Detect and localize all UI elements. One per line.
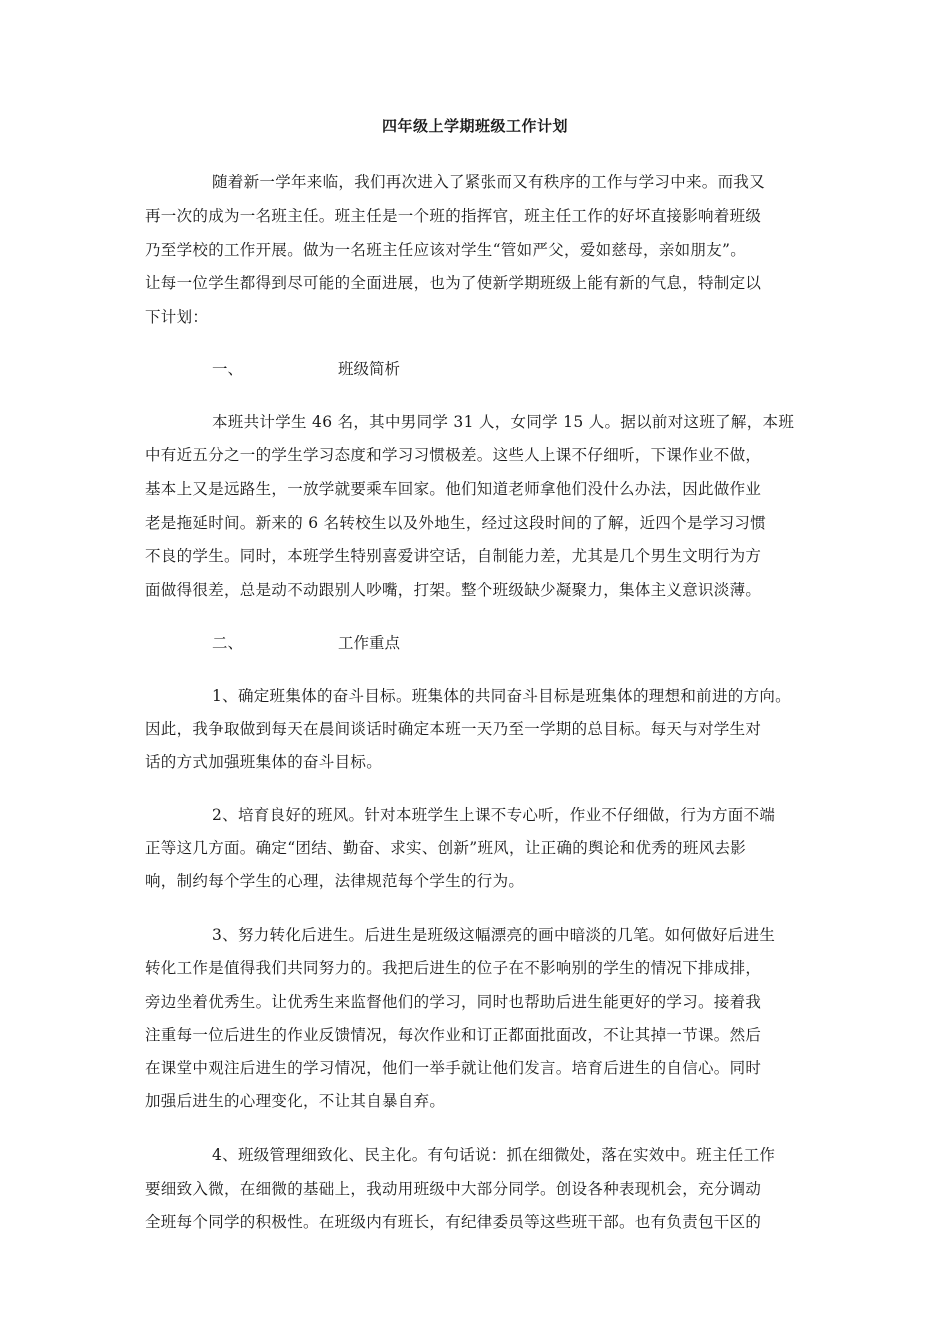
analysis-line: 基本上又是远路生，一放学就要乘车回家。他们知道老师拿他们没什么办法，因此做作业 [145,480,762,498]
point-1-line: 1、确定班集体的奋斗目标。班集体的共同奋斗目标是班集体的理想和前进的方向。 [212,687,791,705]
analysis-line: 中有近五分之一的学生学习态度和学习习惯极差。这些人上课不仔细听，下课作业不做， [145,446,762,464]
analysis-line: 面做得很差，总是动不动跟别人吵嘴，打架。整个班级缺少凝聚力，集体主义意识淡薄。 [145,581,762,599]
analysis-line: 本班共计学生 46 名，其中男同学 31 人，女同学 15 人。据以前对这班了解，本班 [212,413,795,431]
intro-line: 让每一位学生都得到尽可能的全面进展，也为了使新学期班级上能有新的气息，特制定以 [145,274,762,292]
intro-line: 乃至学校的工作开展。做为一名班主任应该对学生“管如严父，爱如慈母，亲如朋友”。 [145,241,747,259]
point-3-line: 转化工作是值得我们共同努力的。我把后进生的位子在不影响别的学生的情况下排成排， [145,959,762,977]
point-3-line: 3、努力转化后进生。后进生是班级这幅漂亮的画中暗淡的几笔。如何做好后进生 [212,926,776,944]
point-3-line: 注重每一位后进生的作业反馈情况，每次作业和订正都面批面改，不让其掉一节课。然后 [145,1026,762,1044]
point-3-line: 加强后进生的心理变化，不让其自暴自弃。 [145,1092,446,1110]
point-1-line: 话的方式加强班集体的奋斗目标。 [145,753,383,771]
point-4-line: 4、班级管理细致化、民主化。有句话说：抓在细微处，落在实效中。班主任工作 [212,1146,776,1164]
section-2-number: 二、 [212,634,244,652]
intro-line: 再一次的成为一名班主任。班主任是一个班的指挥官，班主任工作的好坏直接影响着班级 [145,207,762,225]
intro-line: 随着新一学年来临，我们再次进入了紧张而又有秩序的工作与学习中来。而我又 [212,173,766,191]
point-4-line: 全班每个同学的积极性。在班级内有班长，有纪律委员等这些班干部。也有负责包干区的 [145,1213,762,1231]
section-2-heading: 工作重点 [338,634,401,652]
point-1-line: 因此，我争取做到每天在晨间谈话时确定本班一天乃至一学期的总目标。每天与对学生对 [145,720,762,738]
intro-line: 下计划： [145,308,209,326]
section-1-heading: 班级简析 [338,360,401,378]
section-1-number: 一、 [212,360,244,378]
point-2-line: 正等这几方面。确定“团结、勤奋、求实、创新”班风，让正确的舆论和优秀的班风去影 [145,839,747,857]
analysis-line: 不良的学生。同时，本班学生特别喜爱讲空话，自制能力差，尤其是几个男生文明行为方 [145,547,762,565]
point-2-line: 2、培育良好的班风。针对本班学生上课不专心听，作业不仔细做，行为方面不端 [212,806,776,824]
point-2-line: 响，制约每个学生的心理，法律规范每个学生的行为。 [145,872,525,890]
analysis-line: 老是拖延时间。新来的 6 名转校生以及外地生，经过这段时间的了解，近四个是学习习惯 [145,514,767,532]
point-3-line: 旁边坐着优秀生。让优秀生来监督他们的学习，同时也帮助后进生能更好的学习。接着我 [145,993,762,1011]
document-title: 四年级上学期班级工作计划 [381,117,568,135]
point-3-line: 在课堂中观注后进生的学习情况，他们一举手就让他们发言。培育后进生的自信心。同时 [145,1059,762,1077]
point-4-line: 要细致入微，在细微的基础上，我动用班级中大部分同学。创设各种表现机会，充分调动 [145,1180,762,1198]
